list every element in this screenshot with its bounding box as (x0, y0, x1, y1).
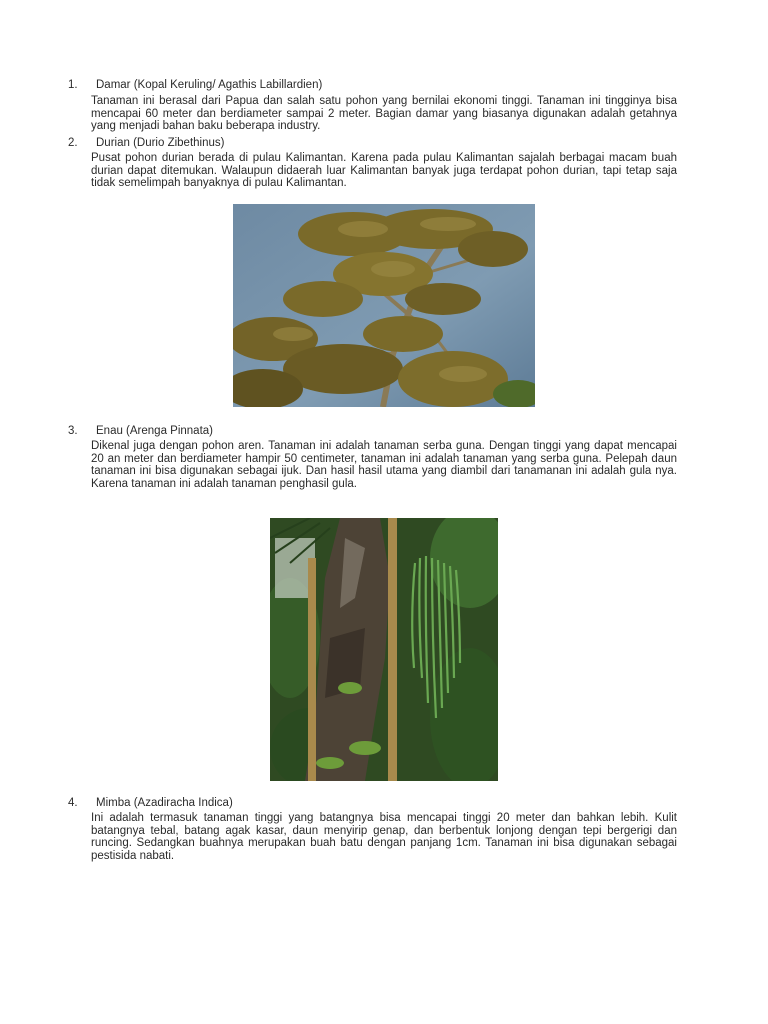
item-1-number: 1. (68, 79, 78, 91)
item-2-body: Pusat pohon durian berada di pulau Kalimantan. Karena pada pulau Kalimantan sajalah berbagai macam buah durian dapat ditemukan. Walaupun didaerah luar Kalimantan banyak juga terdapat pohon durian, tapi tetap saja tidak semelimpah banyaknya di pulau Kalimantan. (91, 152, 677, 190)
item-3-number: 3. (68, 425, 78, 437)
item-4-number: 4. (68, 797, 78, 809)
item-3-heading (68, 424, 213, 438)
item-1-body: Tanaman ini berasal dari Papua dan salah satu pohon yang bernilai ekonomi tinggi. Tanaman ini tingginya bisa mencapai 60 meter dan berdiameter sampai 2 meter. Bagian damar yang biasanya digunakan adalah getahnya yang menjadi bahan baku beberapa industry. (91, 95, 677, 133)
item-2-heading (68, 136, 224, 150)
item-2-title: Durian (Durio Zibethinus) (96, 137, 225, 149)
item-4-title: Mimba (Azadiracha Indica) (96, 797, 233, 809)
enau-palm-photo (270, 518, 498, 781)
item-4-body: Ini adalah termasuk tanaman tinggi yang batangnya bisa mencapai tinggi 20 meter dan bahkan lebih. Kulit batangnya tebal, batang agak kasar, daun menyirip genap, dan berbentuk lonjong dengan tepi bergerigi dan runcing. Sedangkan buahnya merupakan buah batu dengan panjang 1cm. Tanaman ini bisa digunakan sebagai pestisida nabati. (91, 812, 677, 862)
item-4-heading (68, 796, 233, 810)
durian-tree-illustration (233, 204, 535, 407)
item-2-number: 2. (68, 137, 78, 149)
item-3-body: Dikenal juga dengan pohon aren. Tanaman ini adalah tanaman serba guna. Dengan tinggi yang dapat mencapai 20 an meter dan berdiameter hampir 50 centimeter, tanaman ini adalah tanaman yang serba guna. Pelepah daun tanaman ini bisa digunakan sebagai ijuk. Dan hasil hasil utama yang diambil dari tanamanan ini adalah gula nya. Karena tanaman ini adalah tanaman penghasil gula. (91, 440, 677, 490)
item-1-heading (68, 78, 322, 92)
item-3-title: Enau (Arenga Pinnata) (96, 425, 213, 437)
item-1-title: Damar (Kopal Keruling/ Agathis Labillardien) (96, 79, 323, 91)
enau-palm-illustration (270, 518, 498, 781)
durian-tree-photo (233, 204, 535, 407)
